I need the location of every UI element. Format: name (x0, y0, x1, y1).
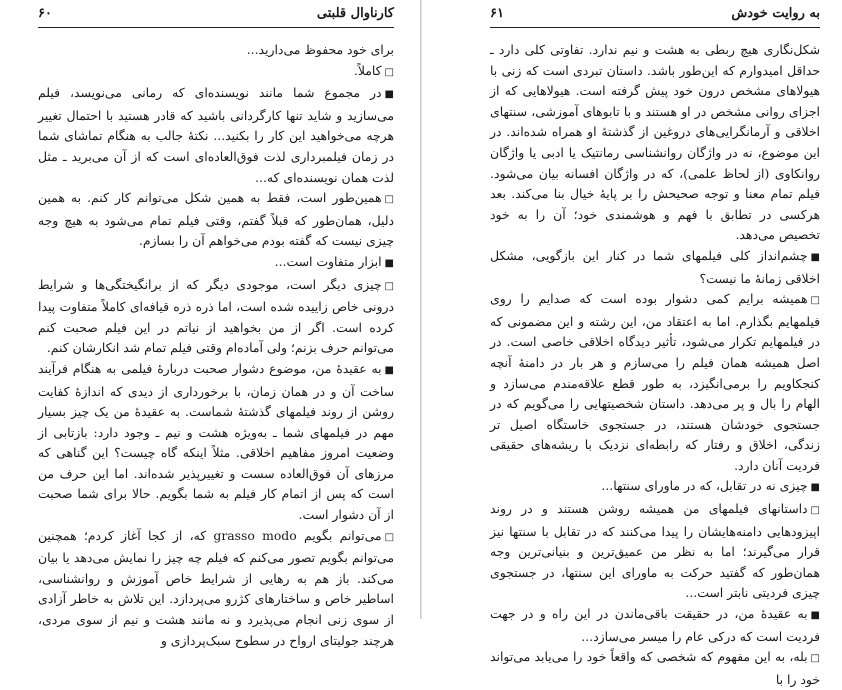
left-page (0, 0, 420, 648)
question-paragraph (38, 83, 394, 188)
paragraph-text: چشم‌انداز کلی فیلمهای شما در کنار این بازگویی، مشکل اخلاقی زمانهٔ ما نیست؟ (490, 247, 820, 286)
question-paragraph (38, 252, 394, 275)
filled-square-marker: ■ (384, 257, 394, 269)
answer-paragraph (490, 289, 820, 476)
empty-square-marker: □ (810, 505, 820, 517)
page-number: ۶۰ (38, 6, 52, 21)
paragraph-text: چیزی دیگر است، موجودی دیگر که از برانگیختگی‌ها و شرایط درونی خاص زاییده شده است، اما ذره ذره قیافه‌ای کاملاً متفاوت پیدا کرده است. اگر از من بخواهید از نیاتم در این فیلم صحبت کنم می‌توانم حرف بزنم؛ ولی آماده‌ام وقتی فیلم تمام شد انکارشان کنم. (38, 276, 394, 356)
answer-paragraph (38, 275, 394, 359)
paragraph-text: در مجموع شما مانند نویسنده‌ای که رمانی می‌نویسد، فیلم می‌سازید و شاید تنها کارگردانی باشید که قادر هستید با احتمال تغییر هرچه می‌خواهید این کار را بکنید... نکتهٔ جالب به هنگام تماشای شما در زمان فیلمبرداری لذت فوق‌العاده‌ای است که از آن می‌برید ـ مثل لذت همان نویسنده‌ای که... (38, 85, 394, 185)
empty-square-marker: □ (384, 531, 395, 543)
header-rule (490, 27, 820, 28)
paragraph-text: همین‌طور است، فقط به همین شکل می‌توانم کار کنم. به همین دلیل، همان‌طور که قبلاً گفتم، وقتی فیلم تمام می‌شود به هیچ وجه چیزی نیست که گفته بودم می‌خواهم آن را بسازم. (38, 190, 394, 249)
text-paragraph (38, 40, 394, 61)
question-paragraph (490, 476, 820, 499)
paragraph-text: به عقیدهٔ من، موضوع دشوار صحبت دربارهٔ فیلمی به هنگام فرآیند ساخت آن و در همان زمان، با برخورداری از دیدی که اندازهٔ کفایت روشن از روند فیلمهای گذشتهٔ شماست. به عقیدهٔ من یک چیز بسیار مهم در فیلمهای شما ـ به‌ویژه هشت و نیم ـ وجود دارد: بازتابی از وضعیت امروز مفاهیم اخلاقی. مثلاً اینکه گاه چیست؟ این گناهی که مرزهای آن فوق‌العاده سست و تغییرپذیر شده‌اند. اما این حرف من است که پس از اتمام کار فیلم به شما بگویم. حالا برای شما صحبت از آن دشوار است. (38, 360, 394, 523)
page-body (490, 40, 820, 690)
right-page (422, 0, 842, 687)
paragraph-text: کاملاً. (353, 62, 382, 78)
empty-square-marker: □ (810, 653, 820, 665)
paragraph-text: همیشه برایم کمی دشوار بوده است که صدایم را روی فیلمهایم بگذارم. اما به اعتقاد من، این رشته و این مضمونی که در فیلمهایم تکرار می‌شود، تأثیر دیدگاه اخلاقی خاصی است. در اصل همیشه همان فیلم را می‌سازم و هر بار در دامنهٔ آنچه کنجکاویم را برمی‌انگیزد، به طور قطع علاقه‌مندم می‌سازد و الهام را بال و پر می‌دهد. داستان شخصیتهایی را می‌گویم که در جستجوی خودشان هستند، در جستجوی خاستگاه اصیل تر زندگی، اخلاق و رفتار که رابطه‌ای نزدیک با ریشه‌های حقیقی فردیت آنان دارد. (490, 291, 820, 473)
paragraph-text: شکل‌نگاری هیچ ربطی به هشت و نیم ندارد. تفاوتی کلی دارد ـ حداقل امیدوارم که این‌طور باشد. داستان تبردی است که زنی با هیولاهای مشخص درون خود پیش گرفته است. هیولاهایی که از اجزای روانی مشخص در او هستند و با تابوهای آموزشی، سنتهای اخلاقی و آرمانگرایی‌های دروغین از گذشتهٔ او همراه شده‌اند. در این موضوع، نه در واژگان روانشناسی رمانتیک یا ادبی یا واژگان روانکاوی (از لحاظ علمی)، که در واژگان افسانه بیان می‌شود. فیلم تمام معنا و توجه صحیحش را بر پایهٔ خیال بنا می‌کند. بعد هرکسی در تطابق با فهم و هوشمندی خود؛ آن را به خود تخصیص می‌دهد. (490, 42, 820, 243)
filled-square-marker: ■ (810, 482, 820, 494)
page-body (38, 40, 394, 651)
filled-square-marker: ■ (384, 364, 394, 376)
filled-square-marker: ■ (810, 251, 820, 263)
filled-square-marker: ■ (384, 89, 394, 101)
page-header (38, 6, 394, 26)
page-header (490, 6, 820, 26)
empty-square-marker: □ (384, 66, 394, 78)
paragraph-text: ابزار متفاوت است... (274, 253, 382, 269)
paragraph-text: می‌توانم بگویم grasso modo که، از کجا آغاز کردم؛ همچنین می‌توانم بگویم تصور می‌کنم که فیلم چه چیز را نمایش می‌دهد یا بیان می‌کند. باز هم به رهایی از شرایط خاص آموزش و روانشناسی، اساطیر خاص و ساختارهای کژرو می‌پردازد. این تلاش به خاطر آزادی از سوی زنی انجام می‌پذیرد و نه مانند هشت و نیم از سوی مردی، هرچند جولیتای ارواح در سطوح سبک‌پردازی و (38, 527, 394, 648)
answer-paragraph (38, 188, 394, 252)
answer-paragraph (38, 61, 394, 84)
question-paragraph (490, 246, 820, 289)
text-paragraph (490, 40, 820, 246)
answer-paragraph (490, 499, 820, 604)
paragraph-text: چیزی نه در تقابل، که در ماورای سنتها... (601, 478, 808, 494)
paragraph-text: برای خود محفوظ می‌دارید... (246, 42, 394, 57)
running-title: کارناوال قلبتی (316, 6, 394, 21)
answer-paragraph (490, 647, 820, 690)
answer-paragraph (38, 526, 394, 652)
running-title: به روایت خودش (731, 6, 820, 21)
paragraph-text: داستانهای فیلمهای من همیشه روشن هستند و در روند اپیزودهایی دامنه‌هایشان را پیدا می‌کنند که در تقابل با سنتها نیز قرار می‌گیرند؛ اما به نظر من عمیق‌ترین و بنیانی‌ترین وجه همان‌طور که گفتید حرکت به ماورای این سنتها، در جستجوی چیزی فردیتی نابتر است... (490, 501, 820, 601)
header-rule (38, 27, 394, 28)
question-paragraph (38, 359, 394, 526)
question-paragraph (490, 604, 820, 647)
paragraph-text: بله، به این مفهوم که شخصی که واقعاً خود را می‌یابد می‌تواند خود را با (490, 649, 820, 687)
empty-square-marker: □ (384, 280, 394, 292)
empty-square-marker: □ (810, 295, 820, 307)
page-number: ۶۱ (490, 6, 504, 21)
filled-square-marker: ■ (810, 610, 820, 622)
empty-square-marker: □ (384, 194, 394, 206)
paragraph-text: به عقیدهٔ من، در حقیقت باقی‌ماندن در این راه و در جهت فردیت است که درکی عام را میسر می‌سازد... (490, 606, 820, 644)
